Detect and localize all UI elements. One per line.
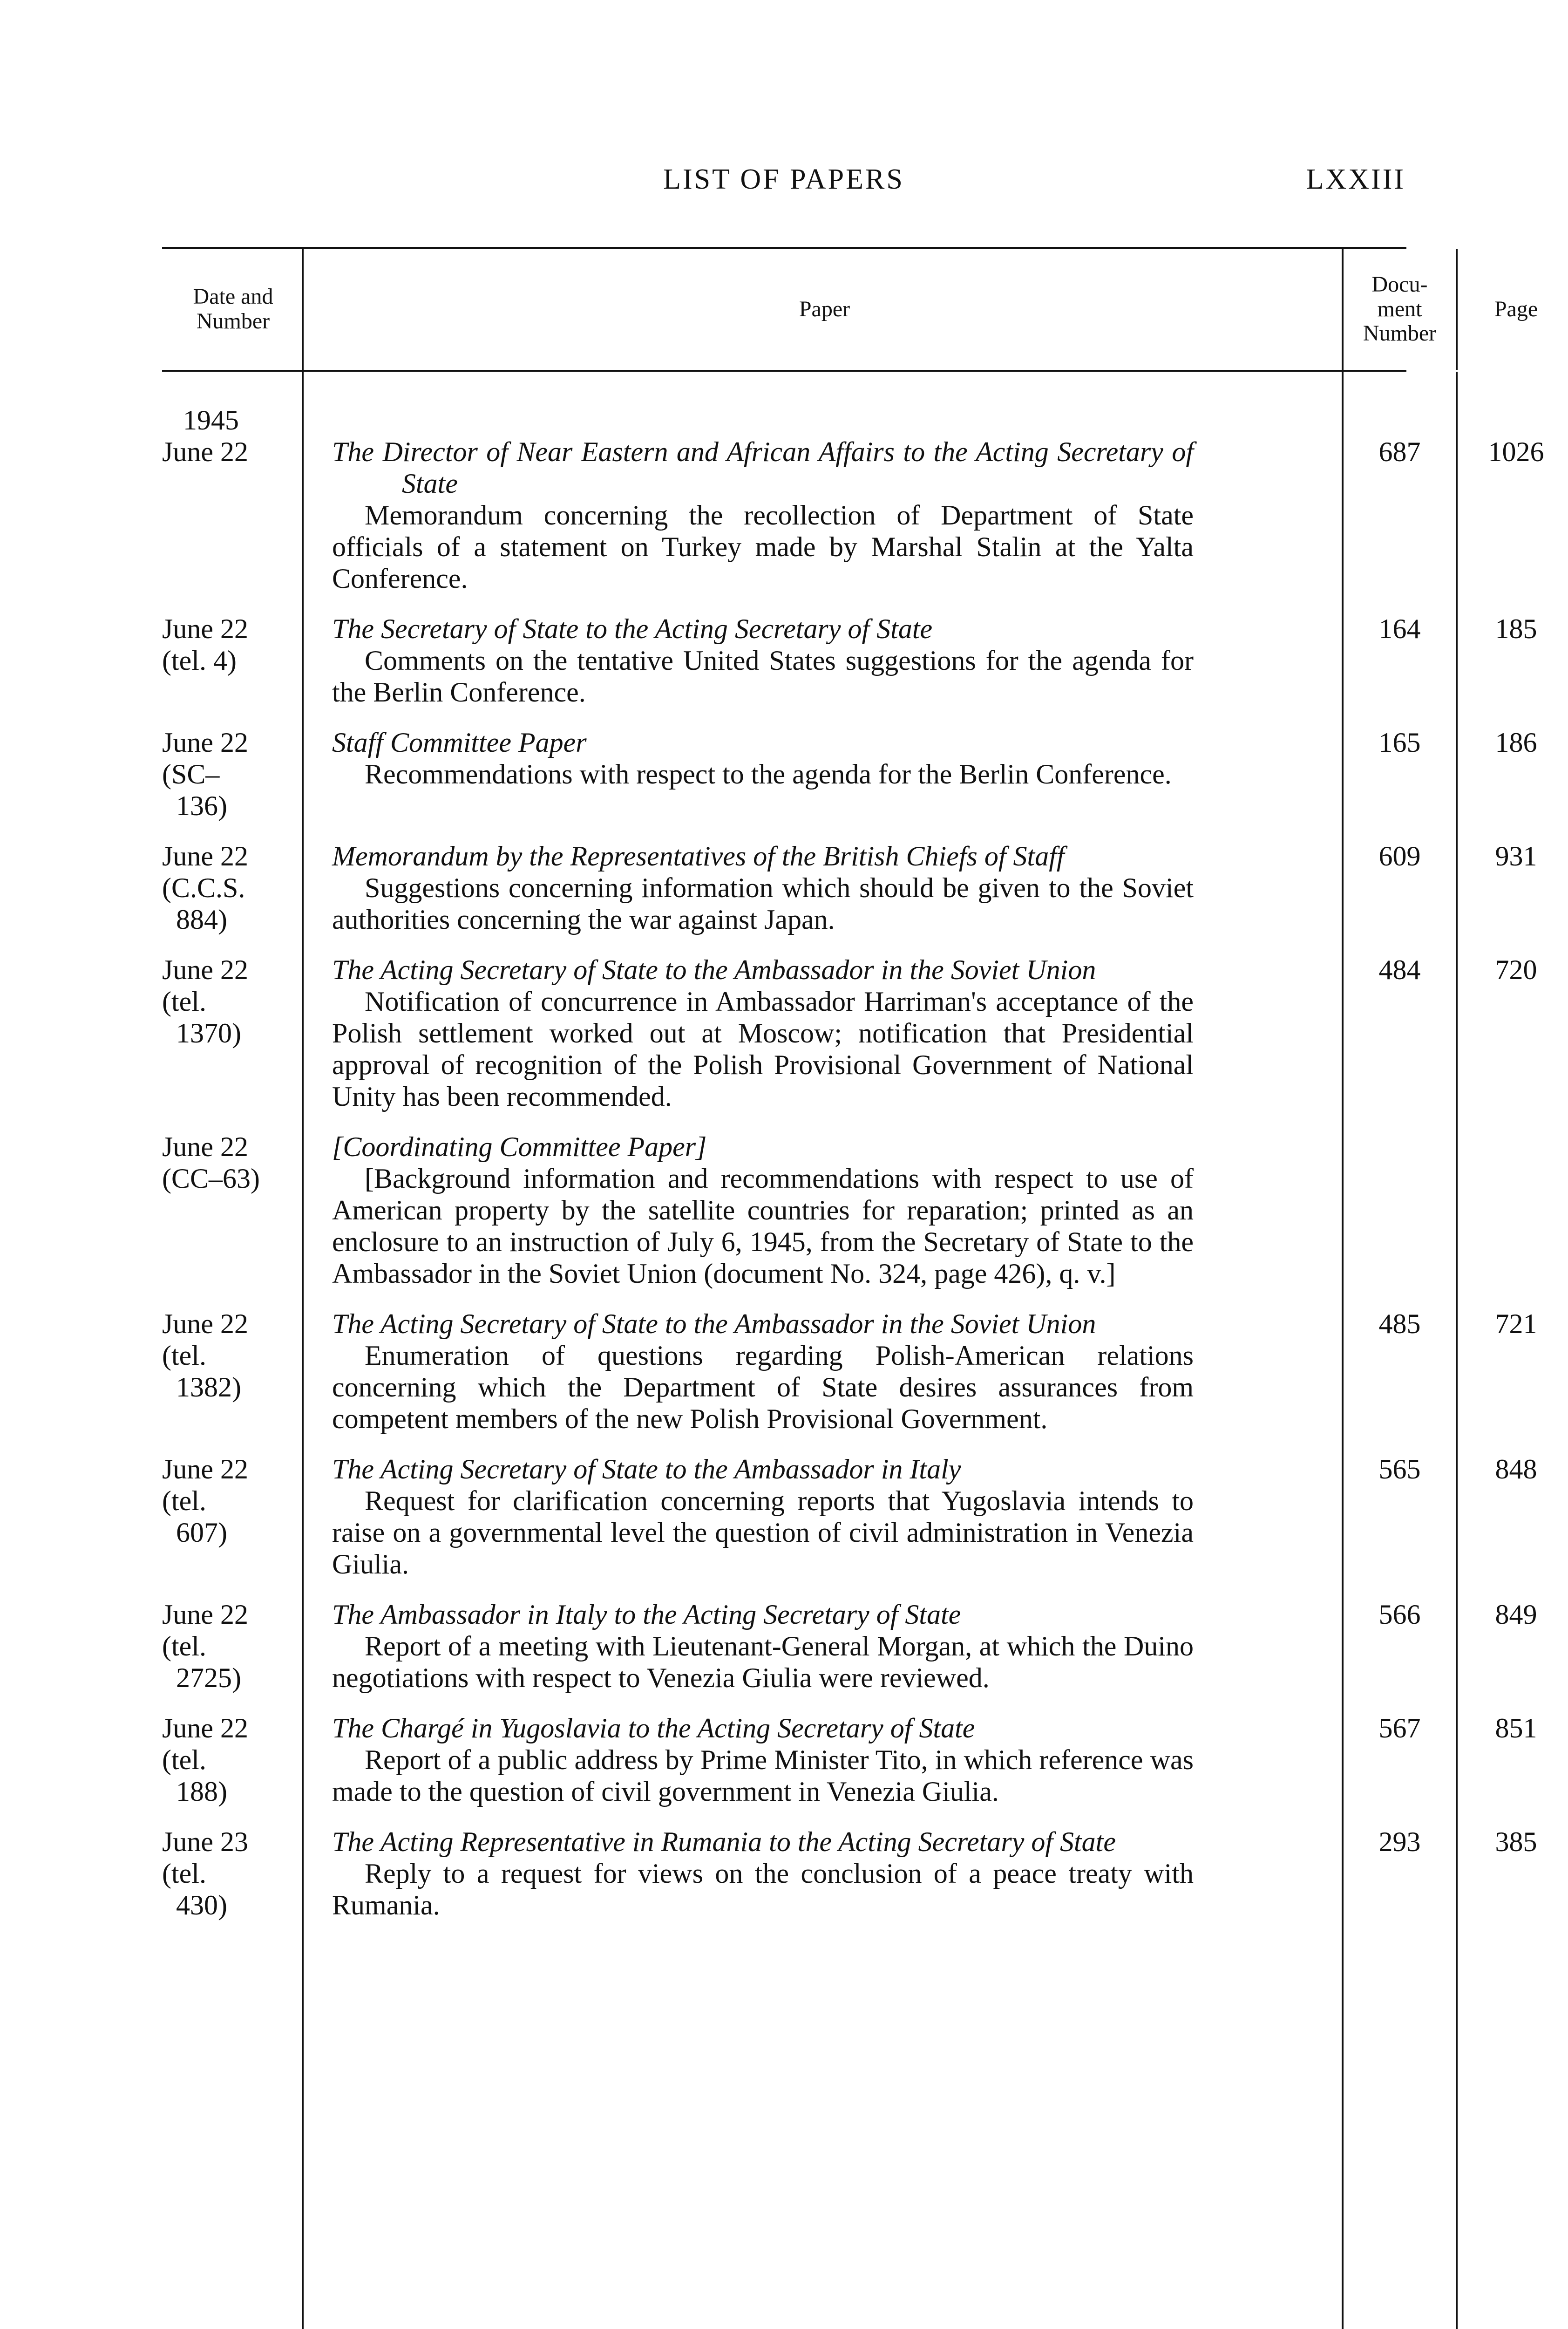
date-line: (tel. bbox=[162, 986, 206, 1017]
page-reference: 721 bbox=[1495, 1308, 1537, 1339]
column-header-paper: Paper bbox=[799, 296, 850, 321]
table-row bbox=[162, 840, 1537, 935]
table-row bbox=[162, 1453, 1537, 1580]
paper-summary: Report of a public address by Prime Minister Tito, in which reference was made to the question of civil government in Venezia Giulia. bbox=[332, 1744, 1194, 1807]
document-number: 566 bbox=[1378, 1599, 1421, 1630]
date-cell bbox=[162, 1453, 304, 1580]
paper-summary: Report of a meeting with Lieutenant-General Morgan, at which the Duino negotiations with respect to Venezia Giulia were reviewed. bbox=[332, 1631, 1194, 1693]
date-cell bbox=[162, 1599, 304, 1694]
date-line: June 22 bbox=[162, 613, 248, 644]
date-cell bbox=[162, 404, 304, 594]
date-line: June 22 bbox=[162, 954, 248, 985]
table-row bbox=[162, 613, 1537, 708]
year-label: 1945 bbox=[162, 405, 239, 436]
date-line: June 22 bbox=[162, 1308, 248, 1339]
paper-summary: Recommendations with respect to the agenda for the Berlin Conference. bbox=[365, 759, 1172, 790]
paper-title: The Acting Secretary of State to the Ambassador in the Soviet Union bbox=[332, 954, 1096, 985]
column-divider bbox=[1342, 249, 1344, 370]
list-of-papers-table bbox=[162, 247, 1544, 1940]
table-header bbox=[162, 247, 1538, 372]
document-number: 293 bbox=[1378, 1826, 1421, 1857]
date-line: June 22 bbox=[162, 1599, 248, 1630]
paper-cell bbox=[304, 1308, 1194, 1435]
date-line: June 22 bbox=[162, 1454, 248, 1485]
document-number: 164 bbox=[1378, 613, 1421, 644]
date-line: 136) bbox=[162, 790, 227, 821]
date-cell bbox=[162, 1712, 304, 1807]
paper-cell bbox=[304, 1453, 1194, 1580]
paper-cell bbox=[304, 1826, 1194, 1921]
paper-summary: Enumeration of questions regarding Polish-American relations concerning which the Department of State desires assurances from competent members of the new Polish Provisional Government. bbox=[332, 1340, 1194, 1434]
paper-summary: Notification of concurrence in Ambassador Harriman's acceptance of the Polish settlement worked out at Moscow; notification that Presidential approval of recognition of the Polish Provisional Government of National Unity has been recommended. bbox=[332, 986, 1194, 1112]
date-line: June 22 bbox=[162, 1713, 248, 1743]
table-row bbox=[162, 1712, 1537, 1807]
date-line: (CC–63) bbox=[162, 1163, 260, 1194]
column-divider bbox=[302, 249, 304, 370]
paper-summary: Request for clarification concerning reports that Yugoslavia intends to raise on a governmental level the question of civil administration in Venezia Giulia. bbox=[332, 1485, 1194, 1580]
date-line: June 23 bbox=[162, 1826, 248, 1857]
date-line: (tel. bbox=[162, 1631, 206, 1662]
date-cell bbox=[162, 1826, 304, 1921]
date-cell bbox=[162, 954, 304, 1112]
page-reference: 931 bbox=[1495, 841, 1537, 872]
paper-title: The Ambassador in Italy to the Acting Secretary of State bbox=[332, 1599, 961, 1630]
date-cell bbox=[162, 1308, 304, 1435]
page-reference: 1026 bbox=[1488, 436, 1544, 467]
document-number: 484 bbox=[1378, 954, 1421, 985]
document-number: 165 bbox=[1378, 727, 1421, 758]
date-cell bbox=[162, 1131, 304, 1289]
date-cell bbox=[162, 727, 304, 822]
date-line: 884) bbox=[162, 904, 227, 935]
date-line: 2725) bbox=[162, 1662, 241, 1693]
column-header-date: Date and Number bbox=[193, 284, 273, 334]
date-line: 188) bbox=[162, 1776, 227, 1807]
paper-cell bbox=[304, 954, 1194, 1112]
document-number: 567 bbox=[1378, 1713, 1421, 1743]
page-reference: 385 bbox=[1495, 1826, 1537, 1857]
date-line: 430) bbox=[162, 1890, 227, 1920]
paper-summary: Memorandum concerning the recollection of Department of State officials of a statement on Turkey made by Marshal Stalin at the Yalta Conference. bbox=[332, 500, 1194, 594]
paper-summary: Suggestions concerning information which should be given to the Soviet authorities concerning the war against Japan. bbox=[332, 872, 1194, 935]
paper-title: The Director of Near Eastern and African Affairs to the Acting Secretary of State bbox=[332, 436, 1194, 499]
paper-title: The Acting Representative in Rumania to the Acting Secretary of State bbox=[332, 1826, 1116, 1857]
page-reference: 720 bbox=[1495, 954, 1537, 985]
date-line: (C.C.S. bbox=[162, 872, 245, 903]
paper-title: The Acting Secretary of State to the Ambassador in Italy bbox=[332, 1454, 961, 1485]
document-number: 485 bbox=[1378, 1308, 1421, 1339]
table-row bbox=[162, 1599, 1537, 1694]
paper-title: Staff Committee Paper bbox=[332, 727, 587, 758]
date-line: June 22 bbox=[162, 727, 248, 758]
table-row bbox=[162, 954, 1537, 1112]
paper-cell bbox=[304, 727, 1194, 822]
date-line: June 22 bbox=[162, 1131, 248, 1162]
page-number: LXXIII bbox=[1306, 163, 1405, 195]
table-row bbox=[162, 727, 1537, 822]
date-line: June 22 bbox=[162, 841, 248, 872]
paper-summary: [Background information and recommendations with respect to use of American property by the satellite countries for reparation; printed as an enclosure to an instruction of July 6, 1945, from the Secretary of State to the Ambassador in the Soviet Union (document No. 324, page 426), q. v.] bbox=[332, 1163, 1194, 1289]
page-reference: 851 bbox=[1495, 1713, 1537, 1743]
paper-cell bbox=[304, 1712, 1194, 1807]
paper-title: The Acting Secretary of State to the Ambassador in the Soviet Union bbox=[332, 1308, 1096, 1339]
date-line: 607) bbox=[162, 1517, 227, 1548]
date-cell bbox=[162, 613, 304, 708]
document-number: 609 bbox=[1378, 841, 1421, 872]
document-number: 565 bbox=[1378, 1454, 1421, 1485]
paper-cell bbox=[304, 1131, 1194, 1289]
date-line: 1370) bbox=[162, 1018, 241, 1049]
page-reference: 185 bbox=[1495, 613, 1537, 644]
column-divider bbox=[1456, 372, 1458, 2329]
paper-cell bbox=[304, 840, 1194, 935]
paper-cell bbox=[304, 1599, 1194, 1694]
date-line: (tel. bbox=[162, 1485, 206, 1516]
date-line: 1382) bbox=[162, 1372, 241, 1403]
table-row bbox=[162, 1826, 1537, 1921]
date-line: June 22 bbox=[162, 436, 248, 467]
paper-title: The Chargé in Yugoslavia to the Acting Secretary of State bbox=[332, 1713, 975, 1743]
table-row bbox=[162, 1131, 1406, 1289]
page-reference: 848 bbox=[1495, 1454, 1537, 1485]
table-row bbox=[162, 404, 1544, 594]
paper-title: Memorandum by the Representatives of the British Chiefs of Staff bbox=[332, 841, 1065, 872]
running-head bbox=[162, 154, 1405, 210]
document-number: 687 bbox=[1378, 436, 1421, 467]
table-body bbox=[162, 372, 1544, 1921]
date-line: (tel. bbox=[162, 1858, 206, 1889]
date-line: (SC– bbox=[162, 759, 220, 790]
paper-summary: Reply to a request for views on the conclusion of a peace treaty with Rumania. bbox=[332, 1858, 1194, 1920]
page-title: LIST OF PAPERS bbox=[663, 163, 904, 195]
paper-cell bbox=[304, 613, 1194, 708]
date-line: (tel. 4) bbox=[162, 645, 237, 676]
date-line: (tel. bbox=[162, 1744, 206, 1775]
date-line: (tel. bbox=[162, 1340, 206, 1371]
paper-cell bbox=[304, 436, 1194, 594]
table-row bbox=[162, 1308, 1537, 1435]
paper-summary: Comments on the tentative United States suggestions for the agenda for the Berlin Conference. bbox=[332, 645, 1194, 708]
date-cell bbox=[162, 840, 304, 935]
column-header-page: Page bbox=[1494, 296, 1538, 321]
page-reference: 186 bbox=[1495, 727, 1537, 758]
column-header-document-number: Docu- ment Number bbox=[1363, 272, 1437, 346]
paper-title: The Secretary of State to the Acting Secretary of State bbox=[332, 613, 933, 644]
page-reference: 849 bbox=[1495, 1599, 1537, 1630]
paper-title: [Coordinating Committee Paper] bbox=[332, 1131, 707, 1162]
column-divider bbox=[1456, 249, 1458, 370]
